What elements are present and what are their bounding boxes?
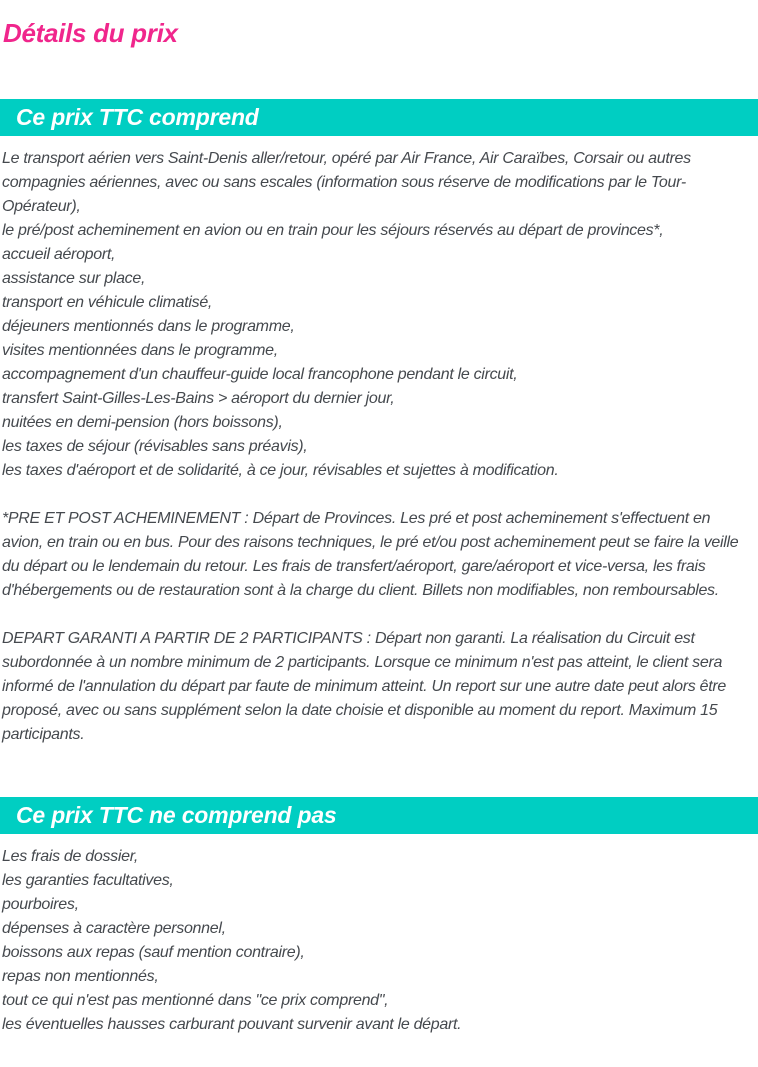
included-item: transfert Saint-Gilles-Les-Bains > aéroport du dernier jour, xyxy=(2,390,395,407)
included-item: le pré/post acheminement en avion ou en train pour les séjours réservés au départ de provinces*, xyxy=(2,222,664,239)
excluded-item: boissons aux repas (sauf mention contraire), xyxy=(2,944,305,961)
included-item: les taxes de séjour (révisables sans préavis), xyxy=(2,438,308,455)
section-heading-includes: Ce prix TTC comprend xyxy=(16,104,259,130)
section-price-excludes xyxy=(0,797,758,1037)
section-banner-includes xyxy=(0,99,758,136)
note-depart-garanti: DEPART GARANTI A PARTIR DE 2 PARTICIPANTS : Départ non garanti. La réalisation du Circuit est subordonnée à un nombre minimum de 2 participants. Lorsque ce minimum n'est pas atteint, le client sera informé de l'annulation du départ par faute de minimum atteint. Un report sur une autre date peut alors être proposé, avec ou sans supplément selon la date choisie et disponible au moment du report. Maximum 15 participants. xyxy=(2,630,726,743)
page-title: Détails du prix xyxy=(3,18,178,48)
excluded-item: Les frais de dossier, xyxy=(2,848,138,865)
excluded-item: les éventuelles hausses carburant pouvant survenir avant le départ. xyxy=(2,1016,462,1033)
section-heading-excludes: Ce prix TTC ne comprend pas xyxy=(16,802,337,828)
section-price-includes xyxy=(0,99,758,747)
excluded-items-list xyxy=(0,834,758,1037)
excluded-item: repas non mentionnés, xyxy=(2,968,159,985)
included-item: les taxes d'aéroport et de solidarité, à ce jour, révisables et sujettes à modification. xyxy=(2,462,559,479)
excluded-item: tout ce qui n'est pas mentionné dans "ce prix comprend", xyxy=(2,992,389,1009)
note-pre-post-acheminement: *PRE ET POST ACHEMINEMENT : Départ de Provinces. Les pré et post acheminement s'effectuent en avion, en train ou en bus. Pour des raisons techniques, le pré et/ou post acheminement peut se faire la veille du départ ou le lendemain du retour. Les frais de transfert/aéroport, gare/aéroport et vice-versa, les frais d'hébergements ou de restauration sont à la charge du client. Billets non modifiables, non remboursables. xyxy=(2,510,739,599)
included-items-list xyxy=(0,136,758,747)
included-item: nuitées en demi-pension (hors boissons), xyxy=(2,414,283,431)
included-item: assistance sur place, xyxy=(2,270,146,287)
included-item: visites mentionnées dans le programme, xyxy=(2,342,278,359)
included-item: accompagnement d'un chauffeur-guide local francophone pendant le circuit, xyxy=(2,366,518,383)
included-item: déjeuners mentionnés dans le programme, xyxy=(2,318,295,335)
excluded-item: les garanties facultatives, xyxy=(2,872,174,889)
excluded-item: dépenses à caractère personnel, xyxy=(2,920,226,937)
included-item: accueil aéroport, xyxy=(2,246,116,263)
section-banner-excludes xyxy=(0,797,758,834)
included-item: Le transport aérien vers Saint-Denis aller/retour, opéré par Air France, Air Caraïbes, Corsair ou autres compagnies aériennes, avec ou sans escales (information sous réserve de modifications par le Tour-Opérateur), xyxy=(2,150,691,215)
excluded-item: pourboires, xyxy=(2,896,79,913)
included-item: transport en véhicule climatisé, xyxy=(2,294,213,311)
